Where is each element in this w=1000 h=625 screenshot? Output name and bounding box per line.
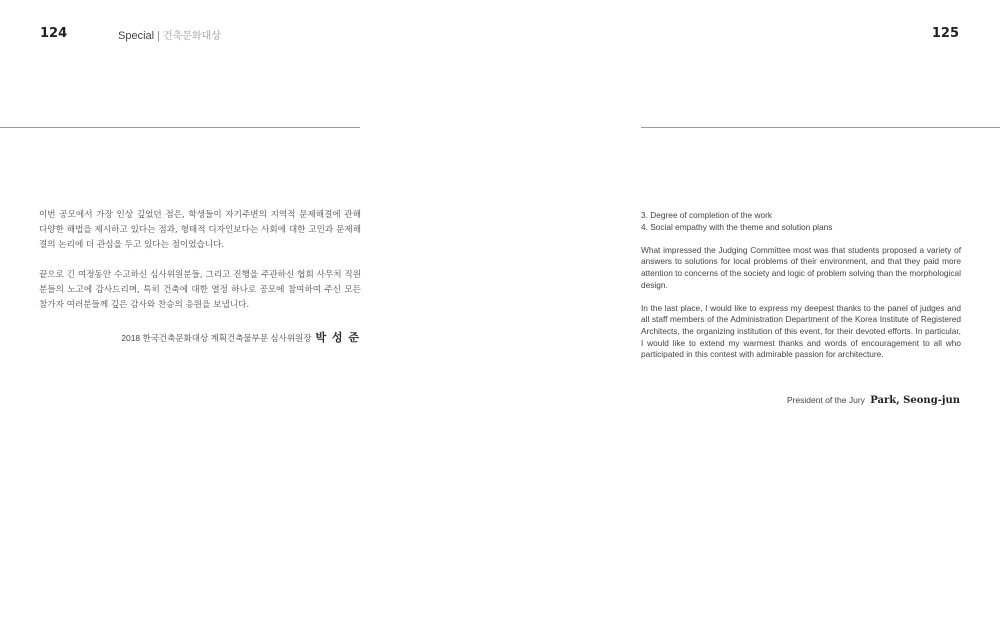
english-signature [787, 395, 960, 406]
section-separator: | [157, 30, 160, 42]
divider-left [0, 127, 360, 128]
divider-right [641, 127, 1000, 128]
english-paragraph: In the last place, I would like to express my deepest thanks to the panel of judges and all staff members of the Administration Department of the Korea Institute of Registered Architects, the organizing institution of this event, for their devoted efforts. In particular, I would like to extend my warmest thanks and words of encouragement to all who participated in this contest with admirable passion for architecture. [641, 302, 961, 360]
english-text-column [641, 210, 961, 372]
korean-paragraph: 이번 공모에서 가장 인상 깊었던 점은, 학생들이 자기주변의 지역적 문제해결에 관해 다양한 해법을 제시하고 있다는 점과, 형태적 디자인보다는 사회에 대한 고민과 문제해결의 논리에 더 관심을 두고 있다는 점이었습니다. [39, 210, 361, 250]
list-item: 4. Social empathy with the theme and solution plans [641, 221, 833, 232]
criteria-list [641, 210, 961, 233]
korean-signature-title: 2018 한국건축문화대상 계획건축물부문 심사위원장 [121, 333, 312, 343]
english-paragraph: What impressed the Judging Committee most was that students proposed a variety of answers to solutions for local problems of their environment, and that they paid more attention to concerns of the society and logic of problem solving than the morphological design. [641, 244, 961, 290]
english-signature-name: Park, Seong-jun [870, 395, 960, 406]
page-number-right: 125 [931, 26, 959, 41]
korean-signature [121, 329, 360, 345]
list-item: 3. Degree of completion of the work [641, 210, 772, 220]
korean-text-column [39, 208, 361, 328]
korean-signature-name: 박 성 준 [315, 331, 360, 344]
section-subtitle: 건축문화대상 [162, 31, 221, 42]
english-signature-title: President of the Jury [786, 395, 865, 405]
korean-paragraph: 끝으로 긴 여정동안 수고하신 심사위원분들, 그리고 진행을 주관하신 협회 사무처 직원분들의 노고에 감사드리며, 특히 건축에 대한 열정 하나로 공모에 참여하여 주신 모든 참가자 여러분들께 깊은 감사와 찬승의 응원을 보냅니다. [39, 270, 361, 310]
page-number-left: 124 [40, 26, 68, 41]
section-header [118, 27, 221, 42]
section-title: Special [118, 30, 155, 42]
